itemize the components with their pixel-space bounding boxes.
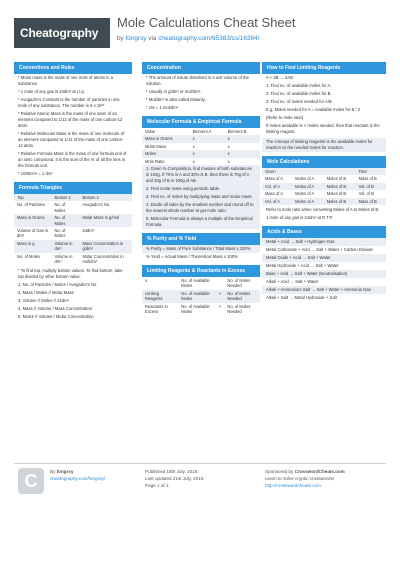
table-cell: No. of Available Moles xyxy=(181,278,210,289)
triangle-note: 3. Volume // Moles // 24dm³ xyxy=(18,298,69,304)
column-3 xyxy=(262,62,386,306)
empirical-note: 5. Molecular Formula is always a multiple of the Empirical Formula. xyxy=(142,215,260,229)
table-cell: Bottom 1 xyxy=(51,194,79,201)
molecalc-table xyxy=(262,168,386,205)
table-cell: No. of Moles Needed xyxy=(227,303,251,315)
byline xyxy=(117,35,259,42)
table-cell: x xyxy=(145,278,148,284)
column-1 xyxy=(14,62,132,325)
table-cell: Find xyxy=(356,168,386,175)
page-title: Mole Calculations Cheat Sheet xyxy=(117,15,296,30)
table-cell: Moles of A xyxy=(295,191,315,197)
table-cell: Value xyxy=(145,129,156,134)
howto-row: 1. Find no. of available moles for A. xyxy=(266,83,332,88)
acids-row: Metal + Acid → Salt + Hydrogen Gas xyxy=(262,238,386,246)
triangles-heading: Formula Triangles xyxy=(14,182,132,194)
acids-row: Base + Acid → Salt + Water (Neutralisation) xyxy=(262,270,386,278)
howto-card xyxy=(262,62,386,152)
published-date: Published 18th July, 2018. xyxy=(145,469,199,474)
table-row xyxy=(262,190,386,197)
table-cell: x xyxy=(192,158,195,164)
table-row xyxy=(14,253,132,266)
acids-row: Metal Carbonate + Acid → Salt + Water + Carbon Dioxide xyxy=(266,247,373,253)
table-cell: Mass Concentration in g/dm³ xyxy=(79,240,132,253)
avatar-letter: C xyxy=(24,471,38,491)
footer-sponsor xyxy=(265,468,345,489)
table-cell: Avogadro's No. xyxy=(82,202,111,208)
empirical-note: 4. Divide all sides by the smallest number and round off to the nearest whole number to get mole ratio. xyxy=(142,201,260,215)
byline-via: via xyxy=(148,35,157,42)
table-cell: Given xyxy=(262,168,292,175)
table-cell: Bottom 2 xyxy=(79,194,132,201)
triangle-note: 1. No. of Particles / Moles / Avogadro's No. xyxy=(18,282,98,288)
howto-row: A + 2B → 2AB xyxy=(266,75,293,80)
convention-row: * Relative Atomic Mass is the mass of one atom of an element compared to 1/12 of the mass of one carbon-12 atom. xyxy=(18,111,123,128)
triangle-note: 2. Mass / Moles // Molar Mass xyxy=(18,290,74,296)
table-row xyxy=(14,214,132,227)
table-cell: Moles xyxy=(142,150,190,157)
howto-heading: How to Find Limiting Reagents xyxy=(262,62,386,74)
sheet-url-link[interactable]: cheatography.com/65383/cs/16384/ xyxy=(158,35,260,42)
footer-author-name[interactable]: fongrsy xyxy=(56,469,74,474)
table-cell xyxy=(324,168,356,175)
triangle-note: 5. Moles // Volume / Molar Concentration xyxy=(18,314,94,320)
howto-extra: The concept of limiting reagents is the available moles for reaction vs the needed moles for reaction. xyxy=(262,138,386,152)
table-header-row xyxy=(142,128,260,135)
triangles-table xyxy=(14,194,132,265)
empirical-note: 2. Find molar mass using periodic table. xyxy=(142,185,260,193)
table-cell: x xyxy=(227,143,230,149)
table-cell: Molar Mass xyxy=(145,143,167,149)
footer-author-url[interactable]: cheatography.com/fongrsy/ xyxy=(50,476,106,481)
acids-row: Alkali + Salt → Metal Hydroxide + Salt xyxy=(266,295,337,301)
howto-row: 2. Find no. of available moles for B. xyxy=(266,91,332,96)
concentration-row: * 1M = 1 mol/dm³ xyxy=(146,105,178,110)
table-cell: Moles of B xyxy=(326,191,347,197)
table-cell: Mass of A xyxy=(265,176,283,182)
molecalc-note: Refer to mole ratio when converting Moles of A to Moles of B. xyxy=(266,207,380,213)
howto-row: If moles available is < moles needed, then that reactant is the limiting reagent. xyxy=(266,123,380,134)
table-cell: x xyxy=(190,135,225,142)
table-cell: No. of Moles xyxy=(17,253,40,259)
howto-row: 3. Find no. of moles needed for A/B. xyxy=(266,99,333,104)
acids-row: Alkali + Acid → Salt + Water xyxy=(266,279,319,285)
empirical-note: 3. Find no. of moles by multiplying mass and molar mass. xyxy=(142,193,260,201)
acids-card xyxy=(262,226,386,302)
concentration-row: * Mol/dm³ is also called Molarity. xyxy=(146,97,206,102)
table-row xyxy=(14,201,132,214)
footer-author xyxy=(50,468,105,482)
table-cell: Top xyxy=(14,194,51,201)
table-cell xyxy=(216,277,224,290)
yield-row: % Yield = Actual Mass / Theoretical Mass x 100% xyxy=(146,254,238,260)
table-cell: Vol. of B xyxy=(356,183,386,190)
empirical-card xyxy=(142,116,260,229)
table-row xyxy=(142,135,260,142)
table-cell: > xyxy=(218,303,222,309)
table-cell: No. of Particles xyxy=(17,202,45,208)
table-cell: Moles of B xyxy=(326,176,347,182)
acids-heading: Acids & Bases xyxy=(262,226,386,238)
molecalc-heading: Mole Calculations xyxy=(262,156,386,168)
table-cell: x xyxy=(190,150,225,157)
concentration-row: * The amount of solute dissolved in a unit volume of the solution. xyxy=(146,75,249,86)
conventions-heading: Conventions and Rules xyxy=(14,62,132,74)
table-cell: No. of Moles xyxy=(54,202,66,213)
table-cell: Moles of A xyxy=(292,183,324,190)
table-cell: Element B xyxy=(227,129,247,134)
table-row xyxy=(262,183,386,190)
molecalc-note: 1 mole of any gas is 24dm³ at R.T.P. xyxy=(266,215,333,221)
triangle-note: 4. Mass // Volume / Mass Concentration xyxy=(18,306,93,312)
table-cell: x xyxy=(192,143,195,149)
table-cell: Volume in dm³ xyxy=(51,240,79,253)
table-header-row xyxy=(14,194,132,201)
footer-dates xyxy=(145,468,205,489)
empirical-heading: Molecular Formula & Empirical Formula xyxy=(142,116,260,128)
author-avatar[interactable] xyxy=(18,468,44,494)
table-row xyxy=(142,158,260,165)
byline-by: by xyxy=(117,35,124,42)
table-cell: Moles of B xyxy=(324,198,356,205)
convention-row: * Avogadro's Constant is the number of particles in one mole of any substance. The number is 6 x 10²³ xyxy=(18,97,120,108)
table-cell: No. of Moles Needed xyxy=(227,278,251,289)
table-cell: Molar Mass in g/mol xyxy=(79,214,132,227)
table-cell: Volume of Gas in dm³ xyxy=(17,228,49,239)
table-cell: Limiting Reagents xyxy=(142,290,178,303)
triangles-card xyxy=(14,182,132,321)
table-cell: Mass in g xyxy=(14,240,51,253)
convention-row: * Relative Formula Mass is the mass of one formula unit of an ionic compound. It is the sum of the Ar of all the ions in the formula unit. xyxy=(18,151,127,168)
convention-row: * Relative Molecular Mass is the mass of one molecule of an element compared to 1/12 of the mass of one carbon-12 atom. xyxy=(18,131,125,148)
author-link[interactable]: fongrsy xyxy=(125,35,147,42)
limiting-heading: Limiting Reagents & Reactants in Excess xyxy=(142,265,260,277)
sponsored-label: Sponsored by xyxy=(265,469,294,474)
table-cell: No. of Moles xyxy=(51,214,79,227)
table-cell: No. of Available Moles xyxy=(178,290,216,303)
footer-divider xyxy=(14,463,386,464)
acids-row: Alkali + Ammonium Salt → Salt + Water + Ammonia Gas xyxy=(262,286,386,294)
convention-row: * 1000cm³ = 1 dm³ xyxy=(18,171,53,176)
table-cell: Moles of A xyxy=(292,198,324,205)
table-row xyxy=(142,143,260,150)
table-row xyxy=(142,290,260,303)
table-cell: x xyxy=(225,150,260,157)
table-cell: Element A xyxy=(192,129,212,134)
page-number: Page 1 of 1. xyxy=(145,483,170,488)
table-cell: No. of Available Moles xyxy=(181,303,210,315)
table-cell: Mass of A xyxy=(265,191,283,197)
limiting-table xyxy=(142,277,260,315)
table-cell: < xyxy=(216,290,224,303)
concentration-heading: Concentration xyxy=(142,62,260,74)
updated-date: Last updated 21st July, 2018. xyxy=(145,476,205,481)
table-cell: Vol. of A xyxy=(262,198,292,205)
table-cell: Mole Ratio xyxy=(145,158,165,164)
acids-row: Metal Hydroxide + Acid → Salt + Water xyxy=(266,263,339,269)
table-cell: Molar Concentration in mol/dm³ xyxy=(82,253,124,265)
limiting-card xyxy=(142,265,260,315)
concentration-row: * Usually in g/dm³ or mol/dm³. xyxy=(146,89,202,94)
table-row xyxy=(262,198,386,205)
table-cell: x xyxy=(225,135,260,142)
table-header-row xyxy=(262,168,386,175)
table-cell: No. of Moles xyxy=(54,228,66,239)
table-cell: Mass in Grams xyxy=(14,214,51,227)
table-cell: Volume in dm³ xyxy=(54,253,73,265)
sponsor-url[interactable]: http://crosswordcheats.com xyxy=(265,483,321,488)
table-cell: Mass of B xyxy=(358,176,377,182)
molecalc-card xyxy=(262,156,386,222)
table-row xyxy=(262,175,386,182)
table-cell: Moles of A xyxy=(295,176,315,182)
acids-row: Metal Oxide + Acid → Salt + Water xyxy=(262,254,386,262)
table-row xyxy=(142,150,260,157)
yield-card xyxy=(142,233,260,261)
table-row xyxy=(14,227,132,240)
table-cell: Vol. of B xyxy=(358,191,374,197)
yield-row: % Purity = Mass of Pure Substance / Total Mass x 100% xyxy=(142,245,260,253)
convention-row: * 1 mole of any gas is 24dm³ at r.t.p. xyxy=(18,89,86,94)
cheatography-logo[interactable]: Cheatography xyxy=(14,18,110,48)
table-row xyxy=(142,303,260,316)
conventions-card xyxy=(14,62,132,178)
convention-row: * Molar mass is the mass of one mole of atoms in a substance. xyxy=(18,75,113,86)
table-cell: 24dm³ xyxy=(82,228,95,234)
triangle-note: * To find top, multiply bottom values. To find bottom, take top divided by other bottom value. xyxy=(18,268,123,280)
table-cell: No. of Moles Needed xyxy=(224,290,260,303)
column-2 xyxy=(142,62,260,319)
table-header-row xyxy=(142,277,260,290)
concentration-card xyxy=(142,62,260,112)
sponsor-tagline: Learn to solve cryptic crosswords! xyxy=(265,476,335,481)
table-cell: Mass in Grams xyxy=(142,135,190,142)
table-cell: Mass of B xyxy=(356,198,386,205)
yield-heading: % Purity and % Yield xyxy=(142,233,260,245)
howto-row: (Refer to mole ratio) xyxy=(266,115,304,120)
table-cell: x xyxy=(227,158,230,164)
table-cell: Vol. of A xyxy=(262,183,292,190)
sponsor-name[interactable]: CrosswordCheats.com xyxy=(294,469,345,474)
howto-row: E.g. Moles needed for A = Available moles for B / 2 xyxy=(266,107,361,112)
page-header xyxy=(0,0,400,62)
empirical-note: 1. Given % Composition, find masses of both substances in 100g. If 70% is A and 30% is B, then there is 70g of A and 30g of B in 100g of AB. xyxy=(142,165,260,185)
table-cell: Moles of B xyxy=(324,183,356,190)
table-cell xyxy=(292,168,324,175)
table-row xyxy=(14,240,132,253)
table-cell: Reactants in Excess xyxy=(145,303,168,315)
footer-by: By xyxy=(50,469,56,474)
empirical-table xyxy=(142,128,260,165)
